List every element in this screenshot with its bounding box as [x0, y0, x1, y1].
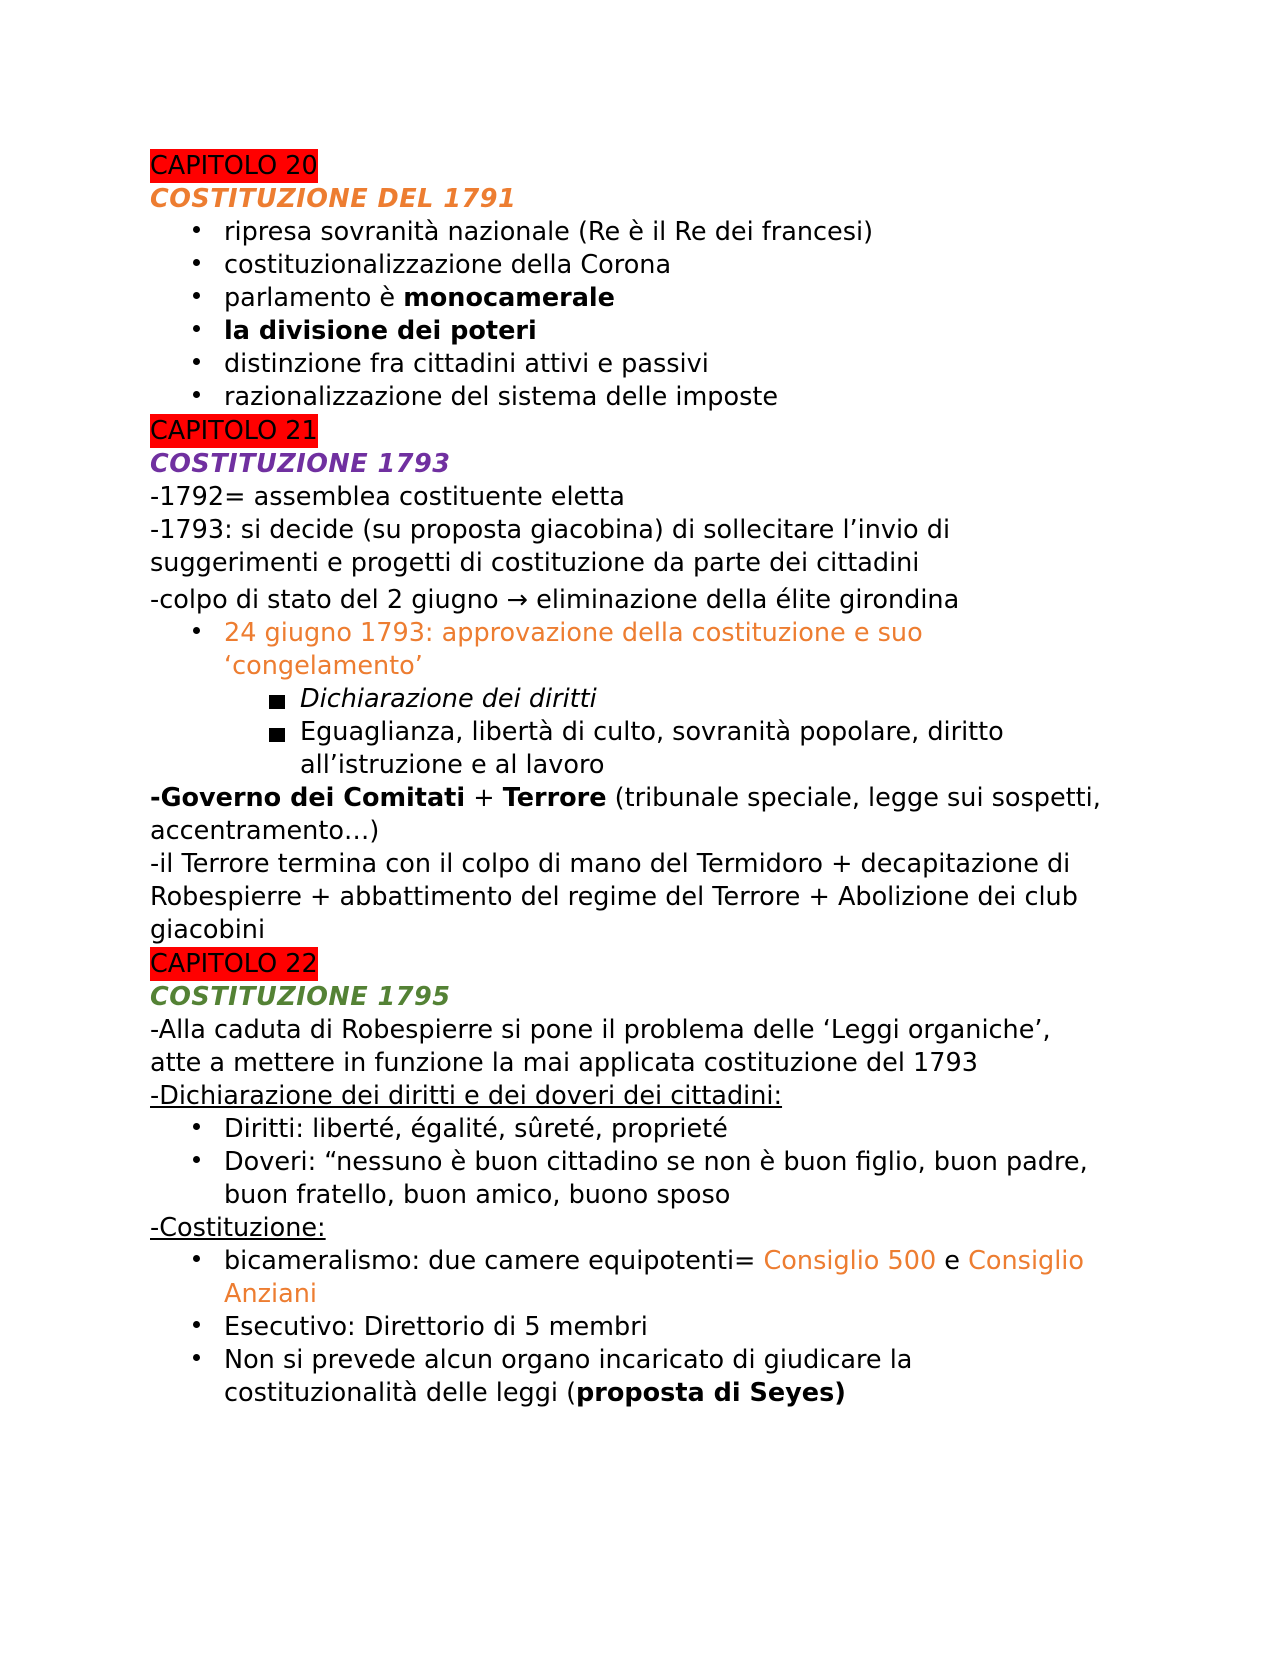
highlight-text: Consiglio 500	[763, 1246, 937, 1276]
chapter-20-heading-line	[150, 149, 1130, 183]
chapter-20-heading: CAPITOLO 20	[150, 151, 318, 181]
paragraph: -il Terrore termina con il colpo di mano del Termidoro + decapitazione di	[150, 849, 1071, 879]
text: +	[465, 783, 503, 813]
list-item-line: Doveri: “nessuno è buon cittadino se non è buon figlio, buon padre,	[224, 1147, 1088, 1177]
list-item	[224, 282, 1130, 315]
sublist-item: Dichiarazione dei diritti	[300, 683, 1130, 716]
list-item-line: 24 giugno 1793: approvazione della costituzione e suo	[224, 618, 923, 648]
chapter-22-heading: CAPITOLO 22	[150, 949, 318, 979]
chapter-22-declaration-list	[150, 1113, 1130, 1212]
list-item-bold: monocamerale	[403, 283, 615, 313]
text: costituzionalità delle leggi (	[224, 1378, 577, 1408]
chapter-21-sublist	[150, 683, 1130, 782]
chapter-22-heading-line	[150, 947, 1130, 981]
paragraph: -Alla caduta di Robespierre si pone il problema delle ‘Leggi organiche’,	[150, 1015, 1051, 1045]
bold-text: proposta di Seyes)	[576, 1378, 846, 1408]
list-item-line: Non si prevede alcun organo incaricato di giudicare la	[224, 1345, 913, 1375]
paragraph: accentramento…)	[150, 816, 380, 846]
chapter-21-heading: CAPITOLO 21	[150, 416, 318, 446]
text: (tribunale speciale, legge sui sospetti,	[606, 783, 1101, 813]
list-item-line: ‘congelamento’	[224, 651, 423, 681]
highlight-text: Consiglio	[968, 1246, 1084, 1276]
list-item: razionalizzazione del sistema delle imposte	[224, 381, 1130, 414]
chapter-21-heading-line	[150, 414, 1130, 448]
sublist-item-line: all’istruzione e al lavoro	[300, 750, 605, 780]
list-item: costituzionalizzazione della Corona	[224, 249, 1130, 282]
sublist-item	[300, 716, 1130, 782]
list-item: ripresa sovranità nazionale (Re è il Re dei francesi)	[224, 216, 1130, 249]
list-item	[224, 1146, 1130, 1212]
chapter-21-title: COSTITUZIONE 1793	[150, 449, 451, 479]
list-item	[224, 1245, 1130, 1311]
list-item: distinzione fra cittadini attivi e passivi	[224, 348, 1130, 381]
chapter-21-list	[150, 617, 1130, 683]
chapter-20-list	[150, 216, 1130, 414]
list-item: la divisione dei poteri	[224, 315, 1130, 348]
text: e	[936, 1246, 969, 1276]
paragraph: -1793: si decide (su proposta giacobina) di sollecitare l’invio di	[150, 515, 951, 545]
chapter-22-title: COSTITUZIONE 1795	[150, 982, 451, 1012]
list-item: Diritti: liberté, égalité, sûreté, proprieté	[224, 1113, 1130, 1146]
list-item-line: buon fratello, buon amico, buono sposo	[224, 1180, 731, 1210]
list-item-text: parlamento è	[224, 283, 404, 313]
chapter-20-title: COSTITUZIONE DEL 1791	[150, 184, 517, 214]
paragraph	[150, 782, 1130, 815]
paragraph: atte a mettere in funzione la mai applicata costituzione del 1793	[150, 1048, 978, 1078]
list-item	[224, 1344, 1130, 1410]
highlight-text: Anziani	[224, 1279, 317, 1309]
section-heading: -Costituzione:	[150, 1213, 326, 1243]
text: bicameralismo: due camere equipotenti=	[224, 1246, 764, 1276]
paragraph: suggerimenti e progetti di costituzione da parte dei cittadini	[150, 548, 920, 578]
paragraph: giacobini	[150, 915, 266, 945]
paragraph: Robespierre + abbattimento del regime del Terrore + Abolizione dei club	[150, 882, 1078, 912]
paragraph: -colpo di stato del 2 giugno → eliminazione della élite girondina	[150, 585, 960, 615]
bold-text: Terrore	[502, 783, 607, 813]
list-item	[224, 617, 1130, 683]
sublist-item-line: Eguaglianza, libertà di culto, sovranità popolare, diritto	[300, 717, 1004, 747]
section-heading: -Dichiarazione dei diritti e dei doveri dei cittadini:	[150, 1081, 783, 1111]
chapter-22-constitution-list	[150, 1245, 1130, 1410]
list-item: Esecutivo: Direttorio di 5 membri	[224, 1311, 1130, 1344]
bold-text: -Governo dei Comitati	[150, 783, 466, 813]
paragraph: -1792= assemblea costituente eletta	[150, 482, 625, 512]
